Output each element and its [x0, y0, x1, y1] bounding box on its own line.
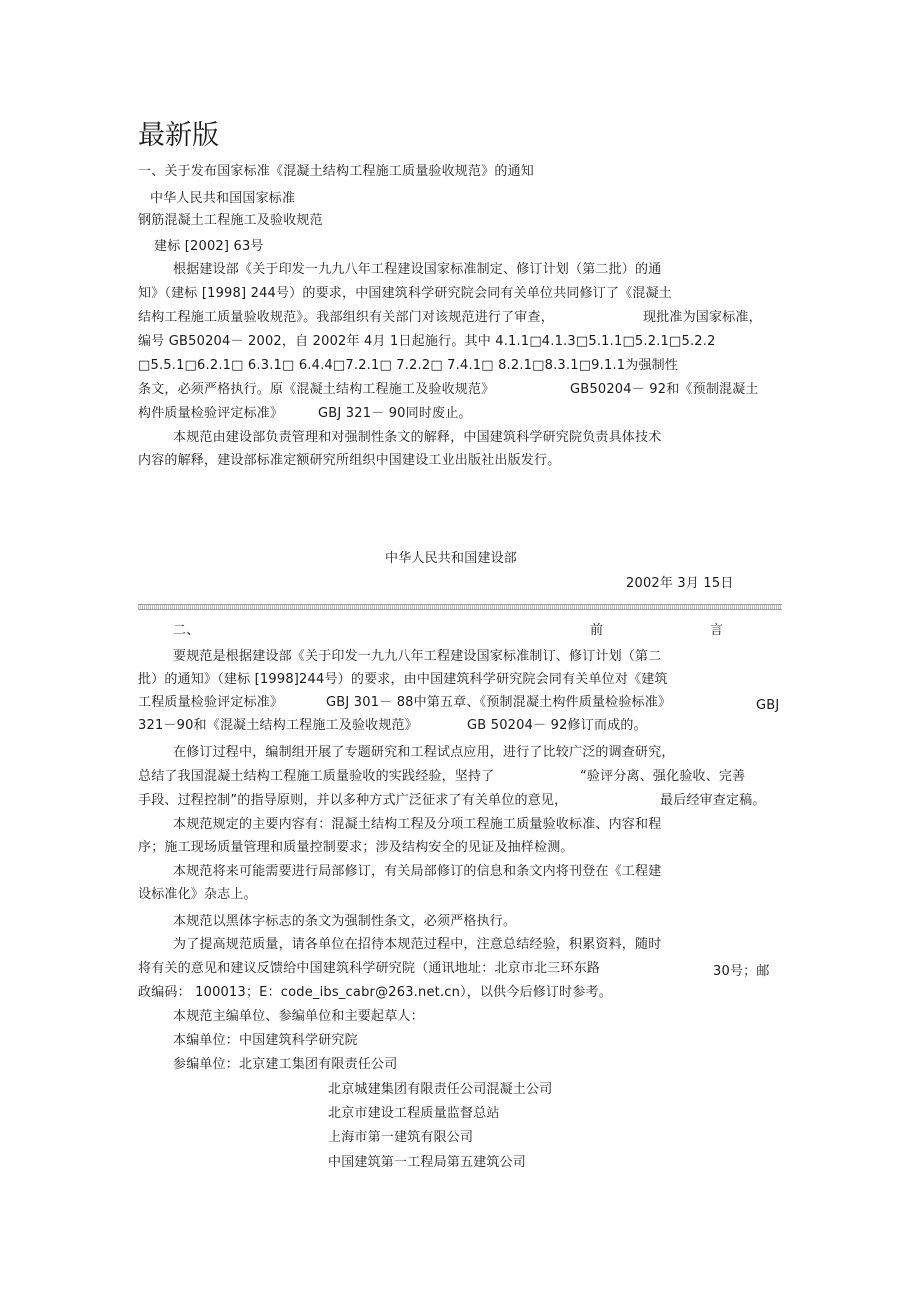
preface-p7: 本规范主编单位、参编单位和主要起草人：: [173, 1009, 424, 1024]
signature: 中华人民共和国建设部: [385, 551, 518, 566]
participating-unit: 北京市建设工程质量监督总站: [328, 1106, 500, 1121]
notice-p1-line: □5.5.1□6.2.1□ 6.3.1□ 6.4.4□7.2.1□ 7.2.2□ 7.4.1□ 8.2.1□8.3.1□9.1.1为强制性: [138, 358, 679, 373]
preface-p1-line: GBJ 301－ 88中第五章、《预制混凝土构件质量检验标准》: [326, 695, 672, 710]
participating-unit: 上海市第一建筑有限公司: [328, 1130, 474, 1145]
notice-p2-line: 内容的解释，建设部标准定额研究所组织中国建设工业出版社出版发行。: [138, 453, 561, 468]
preface-p1-line: GB 50204－ 92修订而成的。: [467, 718, 647, 733]
preface-p3-line: 序；施工现场质量管理和质量控制要求；涉及结构安全的见证及抽样检测。: [138, 840, 574, 855]
notice-p1-line: GBJ 321－ 90同时废止。: [318, 406, 472, 421]
preface-p3-line: 本规范规定的主要内容有：混凝土结构工程及分项工程施工质量验收标准、内容和程: [173, 817, 662, 832]
preface-p1-line: 工程质量检验评定标准》: [138, 695, 284, 710]
notice-p1-line: 结构工程施工质量验收规范》。我部组织有关部门对该规范进行了审查，: [138, 310, 554, 325]
preface-p5: 本规范以黑体字标志的条文为强制性条文，必须严格执行。: [173, 914, 517, 929]
notice-p1-line: 条文，必须严格执行。原《混凝土结构工程施工及验收规范》: [138, 382, 495, 397]
issuer-line: 中华人民共和国国家标准: [150, 191, 296, 206]
preface-p4-line: 本规范将来可能需要进行局部修订，有关局部修订的信息和条文内将刊登在《工程建: [173, 864, 662, 879]
preface-number: 二、: [173, 623, 200, 638]
preface-p2-line: 在修订过程中，编制组开展了专题研究和工程试点应用，进行了比较广泛的调查研究，: [173, 745, 675, 760]
preface-heading-left: 前: [590, 623, 604, 638]
preface-p6-line: 将有关的意见和建议反馈给中国建筑科学研究院（通讯地址：北京市北三环东路: [138, 961, 601, 976]
preface-p1-line: GBJ: [756, 698, 780, 713]
preface-p1-line: 批）的通知》（建标 [1998]244号）的要求，由中国建筑科学研究院会同有关单位对《建筑: [138, 672, 668, 687]
preface-p2-line: 总结了我国混凝土结构工程施工质量验收的实践经验，坚持了: [138, 769, 495, 784]
preface-p6-line: 政编码： 100013；E：code_ibs_cabr@263.net.cn），以供今后修订时参考。: [138, 985, 612, 1000]
preface-p1-line: 要规范是根据建设部《关于印发一九九八年工程建设国家标准制订、修订计划（第二: [173, 649, 662, 664]
preface-p4-line: 设标准化》杂志上。: [138, 887, 257, 902]
notice-p2-line: 本规范由建设部负责管理和对强制性条文的解释，中国建筑科学研究院负责具体技术: [173, 430, 662, 445]
notice-heading: 一、关于发布国家标准《混凝土结构工程施工质量验收规范》的通知: [138, 164, 535, 179]
participating-unit: 北京城建集团有限责任公司混凝土公司: [328, 1082, 553, 1097]
preface-p2-line: “验评分离、强化验收、完善: [580, 769, 746, 784]
notice-p1-line: 编号 GB50204－ 2002，自 2002年 4月 1日起施行。其中 4.1.1□4.1.3□5.1.1□5.2.1□5.2.2: [138, 334, 716, 349]
notice-p1-line: 根据建设部《关于印发一九九八年工程建设国家标准制定、修订计划（第二批）的通: [173, 262, 662, 277]
preface-heading-right: 言: [710, 623, 724, 638]
notice-p1-line: GB50204－ 92和《预制混凝土: [570, 382, 759, 397]
notice-p1-line: 知》（建标 [1998] 244号）的要求，中国建筑科学研究院会同有关单位共同修订了《混凝土: [138, 286, 673, 301]
chief-unit: 本编单位：中国建筑科学研究院: [173, 1033, 358, 1048]
participating-units-label: 参编单位：北京建工集团有限责任公司: [173, 1057, 398, 1072]
notice-p1-line: 现批准为国家标准，: [643, 310, 762, 325]
spec-line: 钢筋混凝土工程施工及验收规范: [138, 213, 323, 228]
preface-p2-line: 最后经审查定稿。: [660, 793, 766, 808]
doc-number: 建标 [2002] 63号: [154, 239, 264, 254]
preface-p2-line: 手段、过程控制”的指导原则，并以多种方式广泛征求了有关单位的意见，: [138, 793, 568, 808]
preface-p6-line: 30号；邮: [713, 964, 770, 979]
participating-unit: 中国建筑第一工程局第五建筑公司: [328, 1155, 527, 1170]
preface-p6-line: 为了提高规范质量，请各单位在招待本规范过程中，注意总结经验，积累资料，随时: [173, 937, 662, 952]
section-divider: [138, 604, 782, 610]
issue-date: 2002年 3月 15日: [626, 576, 734, 591]
page-title: 最新版: [138, 120, 219, 151]
preface-p1-line: 321－90和《混凝土结构工程施工及验收规范》: [138, 718, 418, 733]
notice-p1-line: 构件质量检验评定标准》: [138, 406, 284, 421]
